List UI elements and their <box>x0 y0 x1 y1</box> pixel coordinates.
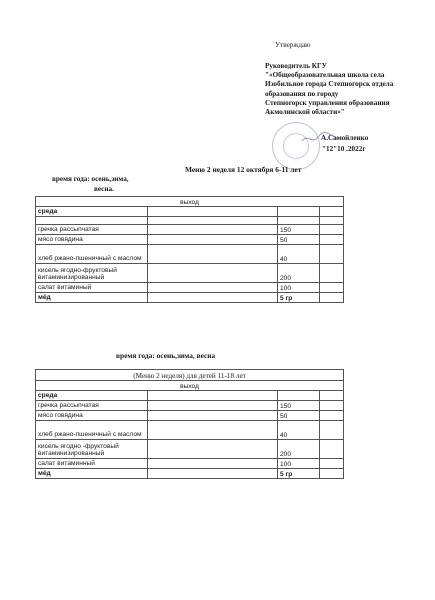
approval-lines <box>265 62 393 117</box>
approval-line: Акмолинской области»" <box>265 108 345 117</box>
table-row <box>36 293 344 303</box>
dish-name: салат витаминный <box>36 459 148 469</box>
dish-name: гречка рассыпчатая <box>36 401 148 411</box>
yield-header: выход <box>36 381 344 391</box>
day-label: среда <box>36 391 148 401</box>
dish-name: мёд <box>36 293 148 303</box>
dish-name: кисель ягодно-фруктовый витаминизированный <box>36 264 148 283</box>
menu1-table <box>35 196 344 303</box>
menu2-season: время года: осень,зима, весна <box>116 351 216 360</box>
dish-yield: 5 гр <box>278 293 320 303</box>
dish-yield: 200 <box>278 264 320 283</box>
table-title-row <box>36 370 344 381</box>
dish-name: салат витаминый <box>36 283 148 293</box>
dish-name: хлеб ржано-пшеничный с маслом <box>36 245 148 264</box>
dish-name: гречка рассыпчатая <box>36 225 148 235</box>
approval-date: "12"10 .2022г <box>322 145 366 153</box>
dish-yield: 50 <box>278 411 320 421</box>
approval-signer: А.Самойленко <box>321 134 369 142</box>
table-row <box>36 411 344 421</box>
table-row <box>36 421 344 440</box>
dish-yield: 100 <box>278 459 320 469</box>
table-row <box>36 245 344 264</box>
dish-name: кисель ягодно -фруктовый витаминизированный <box>36 440 148 459</box>
dish-yield: 200 <box>278 440 320 459</box>
approval-line: "«Общеобразовательная школа села <box>265 71 385 80</box>
dish-yield: 150 <box>278 225 320 235</box>
table-row <box>36 225 344 235</box>
menu1-season: время года: осень,зима, <box>52 175 129 183</box>
dish-yield: 100 <box>278 283 320 293</box>
yield-header: выход <box>36 197 344 207</box>
dish-name: мёд <box>36 469 148 479</box>
menu2-table <box>35 369 344 479</box>
table-header-row <box>36 381 344 391</box>
dish-yield: 5 гр <box>278 469 320 479</box>
approval-line: образования по городу <box>265 89 339 98</box>
approval-line: Руководитель КГУ <box>265 62 327 70</box>
dish-yield: 40 <box>278 245 320 264</box>
dish-yield: 50 <box>278 235 320 245</box>
approval-title: Утверждаю <box>275 41 311 49</box>
table-row <box>36 440 344 459</box>
dish-yield: 150 <box>278 401 320 411</box>
table-row <box>36 217 344 225</box>
table-row <box>36 235 344 245</box>
table-header-row <box>36 197 344 207</box>
dish-name: мясо говядина <box>36 235 148 245</box>
menu1-title: Меню 2 неделя 12 октября 6-11 лет <box>185 165 302 174</box>
table-row <box>36 459 344 469</box>
dish-name: мясо говядина <box>36 411 148 421</box>
table-row <box>36 391 344 401</box>
table-row <box>36 207 344 217</box>
dish-yield: 40 <box>278 421 320 440</box>
table-row <box>36 264 344 283</box>
approval-line: Изобильное города Степногорск отдела <box>265 80 394 89</box>
menu2-title: (Меню 2 неделя) для детей 11-18 лет <box>36 370 344 381</box>
table-row <box>36 469 344 479</box>
table-row <box>36 401 344 411</box>
table-row <box>36 283 344 293</box>
dish-name: хлеб ржано-пшеничный с маслом <box>36 421 148 440</box>
approval-line: Степногорск управления образования <box>265 98 390 107</box>
menu1-season-cont: весна. <box>94 185 114 193</box>
day-label: среда <box>36 207 148 217</box>
